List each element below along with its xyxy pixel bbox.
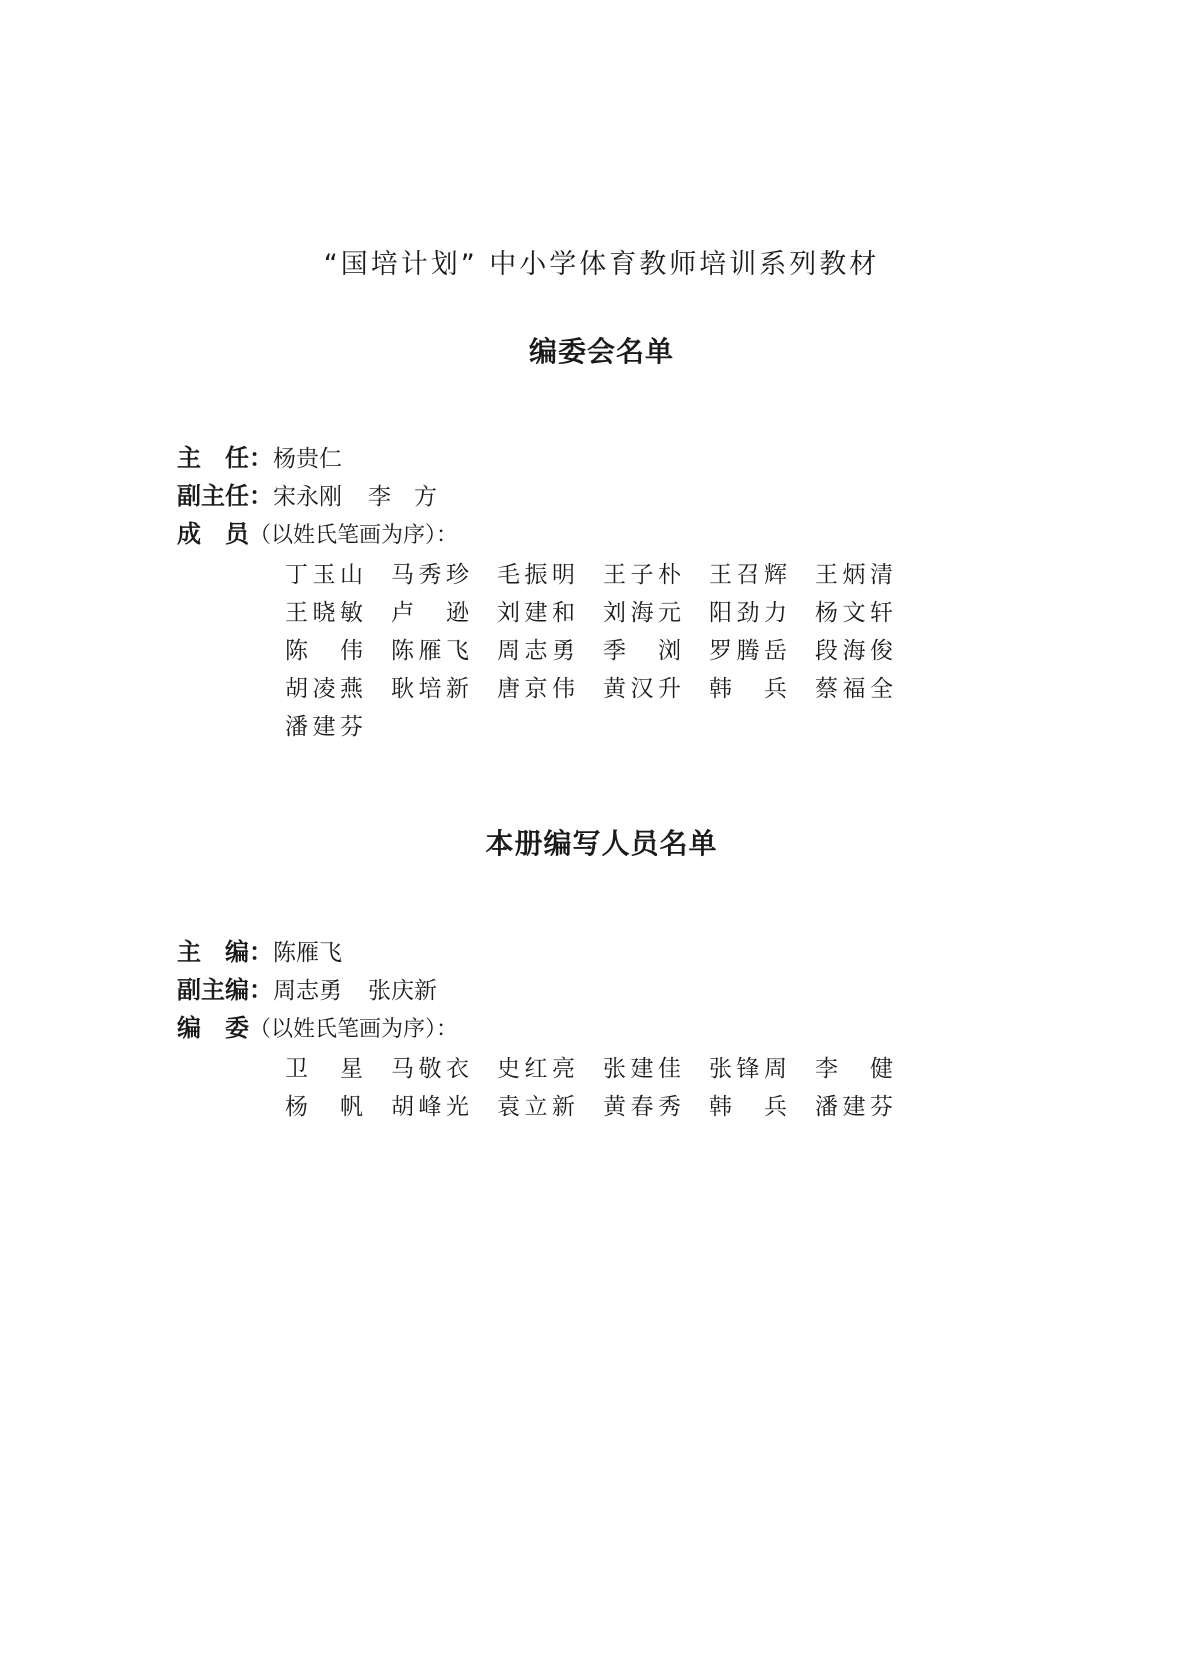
member-name: 季 浏: [603, 638, 681, 664]
member-name: 史红亮: [497, 1056, 575, 1082]
member-name: 潘建芬: [285, 714, 363, 740]
member-name: 卫 星: [285, 1056, 363, 1082]
committee-members-line: [177, 516, 458, 552]
writers-editors-list: [285, 1050, 921, 1126]
deputy-director-names: [273, 484, 437, 510]
deputy-chief-editor-name: 周志勇: [273, 978, 342, 1004]
member-name: 张建佳: [603, 1056, 681, 1082]
member-name: 丁玉山: [285, 562, 363, 588]
deputy-director-name: 宋永刚: [273, 484, 342, 510]
members-label: 成 员: [177, 520, 249, 548]
director-name: 杨贵仁: [273, 446, 342, 472]
member-name: 毛振明: [497, 562, 575, 588]
member-name: 韩 兵: [709, 1094, 787, 1120]
member-name: 杨文轩: [815, 600, 893, 626]
member-name: 王召辉: [709, 562, 787, 588]
member-name: 袁立新: [497, 1094, 575, 1120]
member-name: 王子朴: [603, 562, 681, 588]
member-name: 马秀珍: [391, 562, 469, 588]
members-order-note: （以姓氏笔画为序）：: [249, 523, 459, 548]
member-name: 李 健: [815, 1056, 893, 1082]
committee-members-list: [285, 556, 921, 746]
committee-director-line: [177, 440, 342, 476]
deputy-chief-editor-names: [273, 978, 437, 1004]
director-label: 主 任：: [177, 444, 273, 472]
series-title: “国培计划” 中小学体育教师培训系列教材: [323, 249, 880, 280]
director-names: [273, 446, 342, 472]
chief-editor-names: [273, 940, 342, 966]
member-name: 罗腾岳: [709, 638, 787, 664]
member-name: 王晓敏: [285, 600, 363, 626]
member-name: 张锋周: [709, 1056, 787, 1082]
member-name: 段海俊: [815, 638, 893, 664]
member-name: 周志勇: [497, 638, 575, 664]
member-name: 黄汉升: [603, 676, 681, 702]
member-name: 卢 逊: [391, 600, 469, 626]
member-name: 王炳清: [815, 562, 893, 588]
member-name: 潘建芬: [815, 1094, 893, 1120]
deputy-director-name: 李 方: [368, 484, 437, 510]
member-name: 胡凌燕: [285, 676, 363, 702]
editors-label: 编 委: [177, 1014, 249, 1042]
member-name: 蔡福全: [815, 676, 893, 702]
member-name: 马敬衣: [391, 1056, 469, 1082]
writers-heading: 本册编写人员名单: [485, 827, 718, 860]
deputy-director-label: 副主任：: [177, 482, 273, 510]
committee-heading: 编委会名单: [528, 335, 674, 368]
writers-editors-line: [177, 1010, 458, 1046]
deputy-chief-editor-name: 张庆新: [368, 978, 437, 1004]
chief-editor-name: 陈雁飞: [273, 940, 342, 966]
deputy-chief-editor-label: 副主编：: [177, 976, 273, 1004]
member-name: 唐京伟: [497, 676, 575, 702]
member-name: 刘海元: [603, 600, 681, 626]
writers-chief-line: [177, 934, 342, 970]
writers-deputy-line: [177, 972, 437, 1008]
member-name: 刘建和: [497, 600, 575, 626]
member-name: 杨 帆: [285, 1094, 363, 1120]
member-name: 黄春秀: [603, 1094, 681, 1120]
member-name: 陈 伟: [285, 638, 363, 664]
committee-deputy-line: [177, 478, 437, 514]
member-name: 陈雁飞: [391, 638, 469, 664]
member-name: 耿培新: [391, 676, 469, 702]
editors-order-note: （以姓氏笔画为序）：: [249, 1017, 459, 1042]
member-name: 胡峰光: [391, 1094, 469, 1120]
chief-editor-label: 主 编：: [177, 938, 273, 966]
member-name: 韩 兵: [709, 676, 787, 702]
member-name: 阳劲力: [709, 600, 787, 626]
